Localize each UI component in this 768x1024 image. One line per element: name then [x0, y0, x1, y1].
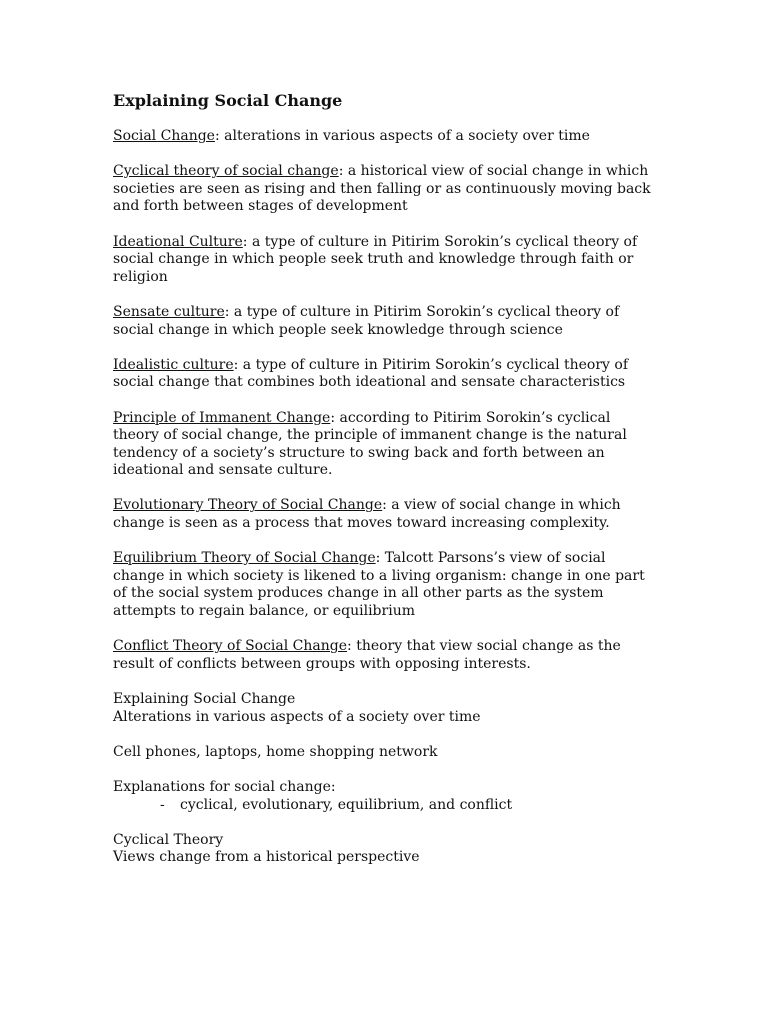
note-line: Explaining Social Change: [113, 691, 296, 707]
definition-ideational-culture: [113, 234, 658, 287]
definition-term: Sensate culture: [113, 303, 225, 320]
note-line: Cyclical Theory: [113, 831, 224, 848]
definition-term: Conflict Theory of Social Change: [113, 638, 348, 655]
definition-term: Equilibrium Theory of Social Change: [113, 550, 376, 567]
definition-text: : according to Pitirim Sorokin’s cyclical theory of social change, the principle of immanent change is the natural tendency of a society’s structure to swing back and forth between an ideational and sensate culture.: [113, 409, 627, 479]
definition-text: : alterations in various aspects of a society over time: [214, 128, 590, 144]
definition-sensate-culture: [113, 304, 658, 339]
note-cyclical-theory: [113, 832, 658, 867]
definition-text: : a historical view of social change in which societies are seen as rising and then falling or as continuously moving back and forth between stages of development: [113, 163, 651, 215]
definition-cyclical-theory: [113, 163, 658, 216]
definition-term: Cyclical theory of social change: [113, 163, 339, 180]
definition-text: : a type of culture in Pitirim Sorokin’s cyclical theory of social change that combines both ideational and sensate characteristics: [113, 356, 629, 391]
definition-text: : a view of social change in which change is seen as a process that moves toward increasing complexity.: [113, 497, 621, 532]
note-examples: [113, 744, 658, 762]
bullet-text: cyclical, evolutionary, equilibrium, and conflict: [180, 796, 513, 813]
definition-social-change: [113, 128, 658, 146]
note-line: Views change from a historical perspective: [113, 849, 420, 866]
note-explaining-social-change: [113, 691, 658, 726]
definition-text: : a type of culture in Pitirim Sorokin’s cyclical theory of social change in which people seek truth and knowledge through faith or religion: [113, 233, 638, 285]
definition-term: Principle of Immanent Change: [113, 409, 331, 426]
definition-equilibrium-theory: [113, 550, 658, 620]
definition-term: Ideational Culture: [113, 233, 243, 250]
definition-term: Social Change: [113, 128, 215, 144]
document-title: Explaining Social Change: [113, 91, 343, 110]
definition-text: : a type of culture in Pitirim Sorokin’s cyclical theory of social change in which people seek knowledge through science: [113, 303, 620, 338]
note-line: Alterations in various aspects of a society over time: [113, 708, 481, 725]
definition-term: Evolutionary Theory of Social Change: [113, 497, 383, 514]
definition-term: Idealistic culture: [113, 356, 234, 373]
note-line: Explanations for social change:: [113, 778, 336, 795]
definition-text: : theory that view social change as the result of conflicts between groups with opposing interests.: [113, 638, 621, 672]
definition-evolutionary-theory: [113, 497, 658, 532]
definition-idealistic-culture: [113, 357, 658, 392]
definition-conflict-theory: [113, 638, 658, 673]
definition-immanent-change: [113, 410, 658, 480]
note-line: Cell phones, laptops, home shopping network: [113, 743, 438, 760]
bullet-dash: -: [160, 796, 165, 813]
document-page: [113, 91, 658, 885]
definition-text: : Talcott Parsons’s view of social change in which society is likened to a living organism: change in one part of the social system produces change in all other parts as the system attempts to regain balance, or equilibrium: [113, 550, 645, 620]
note-explanations: [113, 779, 658, 814]
bullet-item: [113, 797, 658, 815]
